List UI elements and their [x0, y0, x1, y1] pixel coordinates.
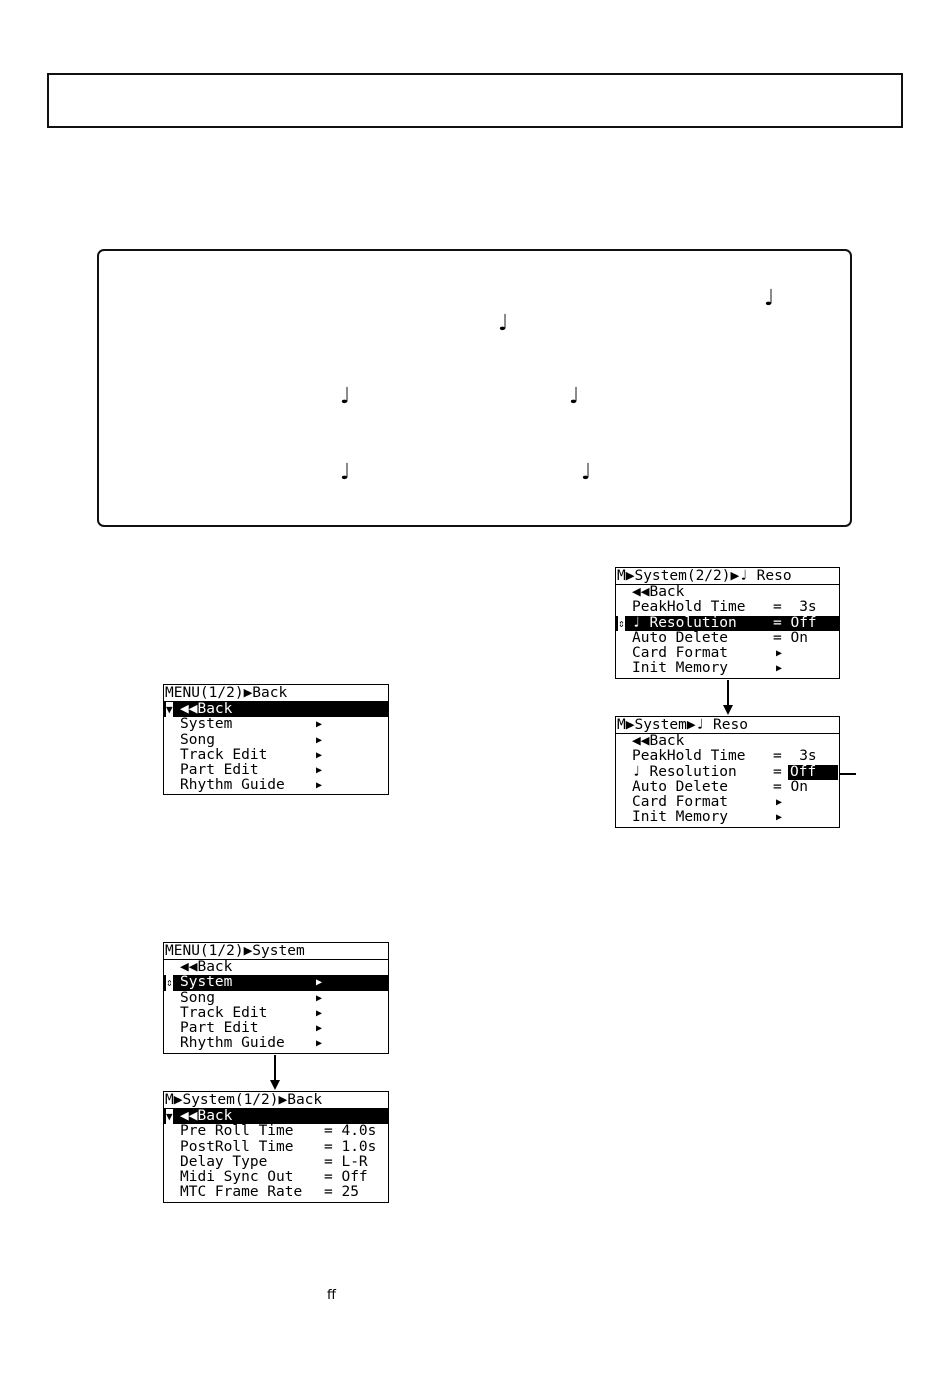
row-label: Pre Roll Time — [180, 1124, 294, 1140]
row-label: ♩ Resolution — [632, 615, 737, 631]
chevron-right-icon: ▶ — [316, 992, 323, 1004]
row-label: PeakHold Time — [632, 749, 746, 765]
quarter-note-icon: ♩ — [581, 460, 592, 485]
chevron-right-icon: ▶ — [316, 780, 323, 792]
chevron-right-icon: ▶ — [316, 977, 323, 989]
lcd-title: M▶System(1/2)▶Back — [164, 1092, 388, 1109]
lcd-row-rhythm-guide[interactable] — [164, 1036, 388, 1051]
lcd-row-part-edit[interactable] — [164, 1021, 388, 1036]
row-label: PeakHold Time — [632, 600, 746, 616]
row-label: Delay Type — [180, 1154, 268, 1170]
lcd-row-midi-sync[interactable] — [164, 1170, 388, 1185]
chevron-right-icon: ▶ — [316, 1038, 323, 1050]
up-down-icon: ⇕ — [166, 976, 173, 990]
row-value: = — [773, 764, 782, 780]
quarter-note-icon: ♩ — [340, 384, 351, 409]
lcd-row-back[interactable] — [164, 1109, 388, 1124]
lcd-row-resolution[interactable] — [616, 616, 839, 631]
row-value: = 4.0s — [324, 1124, 377, 1140]
lcd-row-init-memory[interactable] — [616, 810, 839, 825]
lcd-row-back[interactable] — [616, 734, 839, 749]
row-label: Track Edit — [180, 747, 268, 763]
up-down-icon: ⇕ — [618, 616, 625, 630]
lcd-system-reso-select — [615, 567, 840, 679]
row-label: ◀◀Back — [180, 1109, 233, 1124]
flow-arrow-line — [727, 680, 729, 706]
resolution-edit-value[interactable]: Off — [788, 765, 838, 780]
row-label: Part Edit — [180, 1021, 259, 1037]
lcd-row-system[interactable] — [164, 975, 388, 990]
cursor-down-icon: ▼ — [166, 703, 173, 716]
row-label: Midi Sync Out — [180, 1170, 294, 1186]
lcd-row-system[interactable] — [164, 717, 388, 732]
row-value: = Off — [324, 1170, 368, 1186]
row-label: System — [180, 717, 233, 733]
cursor-down-icon: ▼ — [166, 1110, 173, 1123]
lcd-row-card-format[interactable] — [616, 646, 839, 661]
row-label: Rhythm Guide — [180, 1036, 285, 1052]
row-label: Auto Delete — [632, 630, 729, 646]
row-label: ◀◀Back — [632, 585, 685, 600]
row-label: Auto Delete — [632, 779, 729, 795]
lcd-row-auto-delete[interactable] — [616, 631, 839, 646]
lcd-title: M▶System▶♩ Reso — [616, 717, 839, 734]
chevron-right-icon: ▶ — [316, 1023, 323, 1035]
row-label: Track Edit — [180, 1005, 268, 1021]
lcd-row-peakhold[interactable] — [616, 749, 839, 764]
lcd-row-part-edit[interactable] — [164, 763, 388, 778]
lcd-row-song[interactable] — [164, 991, 388, 1006]
row-label: Init Memory — [632, 661, 729, 677]
lcd-row-back[interactable] — [164, 702, 388, 717]
arrow-down-icon — [270, 1080, 280, 1090]
lcd-row-track-edit[interactable] — [164, 1006, 388, 1021]
row-value: = Off — [773, 615, 817, 631]
lcd-row-back[interactable] — [616, 585, 839, 600]
lcd-row-mtc-rate[interactable] — [164, 1185, 388, 1200]
lcd-row-resolution[interactable] — [616, 765, 839, 780]
lcd-row-back[interactable] — [164, 960, 388, 975]
row-label: Song — [180, 732, 215, 748]
row-label: Card Format — [632, 646, 729, 662]
chevron-right-icon: ▶ — [776, 648, 783, 660]
arrow-down-icon — [723, 705, 733, 715]
chevron-right-icon: ▶ — [776, 812, 783, 824]
chevron-right-icon: ▶ — [776, 663, 783, 675]
chevron-right-icon: ▶ — [316, 765, 323, 777]
row-label: MTC Frame Rate — [180, 1185, 303, 1201]
notes-box — [97, 249, 852, 527]
row-value: = 1.0s — [324, 1139, 377, 1155]
flow-arrow-line — [274, 1055, 276, 1081]
lcd-menu-system — [163, 942, 389, 1054]
chevron-right-icon: ▶ — [316, 719, 323, 731]
chevron-right-icon: ▶ — [776, 797, 783, 809]
lcd-row-track-edit[interactable] — [164, 748, 388, 763]
quarter-note-icon: ♩ — [498, 311, 509, 336]
row-label: Rhythm Guide — [180, 778, 285, 794]
lcd-system-reso-edit — [615, 716, 840, 828]
callout-line — [840, 773, 856, 775]
quarter-note-icon: ♩ — [764, 286, 775, 311]
row-label: Card Format — [632, 795, 729, 811]
lcd-row-auto-delete[interactable] — [616, 780, 839, 795]
row-label: ♩ Resolution — [632, 764, 737, 780]
row-label: ◀◀Back — [632, 734, 685, 749]
lcd-row-song[interactable] — [164, 733, 388, 748]
lcd-title: MENU(1/2)▶System — [164, 943, 388, 960]
lcd-row-post-roll[interactable] — [164, 1140, 388, 1155]
row-label: System — [180, 975, 233, 991]
lcd-row-peakhold[interactable] — [616, 600, 839, 615]
quarter-note-icon: ♩ — [569, 384, 580, 409]
lcd-menu-back — [163, 684, 389, 795]
row-label: ◀◀Back — [180, 702, 233, 717]
lcd-row-rhythm-guide[interactable] — [164, 778, 388, 793]
lcd-system-back — [163, 1091, 389, 1203]
row-label: Part Edit — [180, 763, 259, 779]
lcd-title: M▶System(2/2)▶♩ Reso — [616, 568, 839, 585]
row-value: = L-R — [324, 1154, 368, 1170]
row-value: = 25 — [324, 1185, 359, 1201]
lcd-row-init-memory[interactable] — [616, 661, 839, 676]
row-value: = 3s — [773, 749, 817, 765]
lcd-title: MENU(1/2)▶Back — [164, 685, 388, 702]
lcd-row-delay-type[interactable] — [164, 1155, 388, 1170]
row-label: Init Memory — [632, 810, 729, 826]
lcd-row-pre-roll[interactable] — [164, 1124, 388, 1139]
chevron-right-icon: ▶ — [316, 749, 323, 761]
row-label: PostRoll Time — [180, 1139, 294, 1155]
quarter-note-icon: ♩ — [340, 460, 351, 485]
row-label: ◀◀Back — [180, 960, 233, 975]
row-value: = 3s — [773, 600, 817, 616]
row-value: = On — [773, 630, 808, 646]
row-label: Song — [180, 990, 215, 1006]
row-value: = On — [773, 779, 808, 795]
chevron-right-icon: ▶ — [316, 734, 323, 746]
lcd-row-card-format[interactable] — [616, 795, 839, 810]
page-header-box — [47, 73, 903, 128]
chevron-right-icon: ▶ — [316, 1007, 323, 1019]
footer-text: ff — [327, 1288, 336, 1303]
